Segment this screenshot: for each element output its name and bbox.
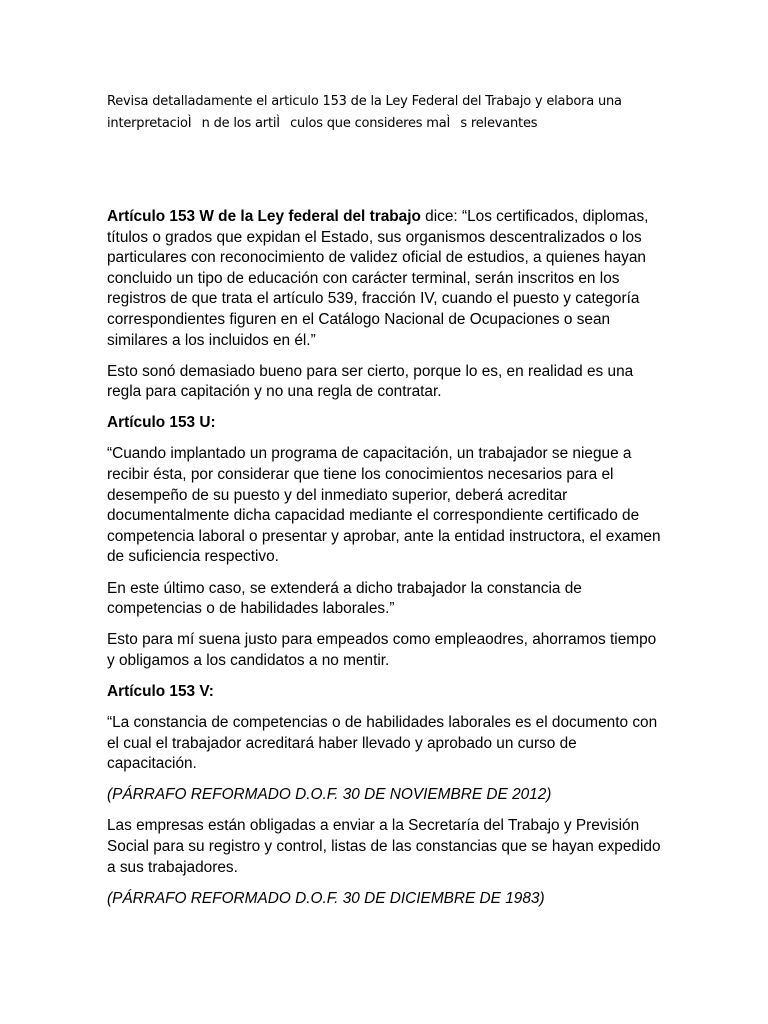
reform-note-2012: (PÁRRAFO REFORMADO D.O.F. 30 DE NOVIEMBRE DE 2012) xyxy=(107,786,552,804)
assignment-instructions: Revisa detalladamente el articulo 153 de la Ley Federal del Trabajo y elabora una interpretacioÌn de los artiÌculos que consideres maÌs relevantes xyxy=(107,94,622,131)
comment-153w: Esto sonó demasiado bueno para ser cierto, porque lo es, en realidad es una regla para capitación y no una regla de contratar. xyxy=(107,362,634,401)
article-153w-paragraph xyxy=(107,207,667,351)
article-153v-heading: Artículo 153 V: xyxy=(107,682,214,700)
article-153w-text: dice: “Los certificados, diplomas, títulos o grados que expidan el Estado, sus organismos descentralizados o los particulares con reconocimiento de validez oficial de estudios, a quienes hayan concluido un tipo de educación con carácter terminal, serán inscritos en los registros de que trata el artículo 539, fracción IV, cuando el puesto y categoría correspondientes figuren en el Catálogo Nacional de Ocupaciones o sean similares a los incluidos en él.” xyxy=(107,208,649,349)
reform-note-1983: (PÁRRAFO REFORMADO D.O.F. 30 DE DICIEMBRE DE 1983) xyxy=(107,889,545,907)
article-153u-heading: Artículo 153 U: xyxy=(107,414,216,432)
article-153v-paragraph-2: Las empresas están obligadas a enviar a la Secretaría del Trabajo y Previsión Social para su registro y control, listas de las constancias que se hayan expedido a sus trabajadores. xyxy=(107,817,661,876)
article-153w-heading: Artículo 153 W de la Ley federal del trabajo xyxy=(107,208,421,225)
article-153v-paragraph-1: “La constancia de competencias o de habilidades laborales es el documento con el cual el trabajador acreditará haber llevado y aprobado un curso de capacitación. xyxy=(107,713,658,773)
document-page xyxy=(107,0,667,907)
document-body xyxy=(107,207,667,920)
article-153u-paragraph-2: En este último caso, se extenderá a dicho trabajador la constancia de competencias o de habilidades laborales.” xyxy=(107,579,582,618)
article-153u-paragraph-1: “Cuando implantado un programa de capacitación, un trabajador se niegue a recibir ésta, por considerar que tiene los conocimientos necesarios para el desempeño de su puesto y del inmediato superior, deberá acreditar documentalmente dicha capacidad mediante el correspondiente certificado de competencia laboral o presentar y aprobar, ante la entidad instructora, el examen de suficiencia respectivo. xyxy=(107,445,661,566)
comment-153u: Esto para mí suena justo para empeados como empleaodres, ahorramos tiempo y obligamos a los candidatos a no mentir. xyxy=(107,631,657,669)
